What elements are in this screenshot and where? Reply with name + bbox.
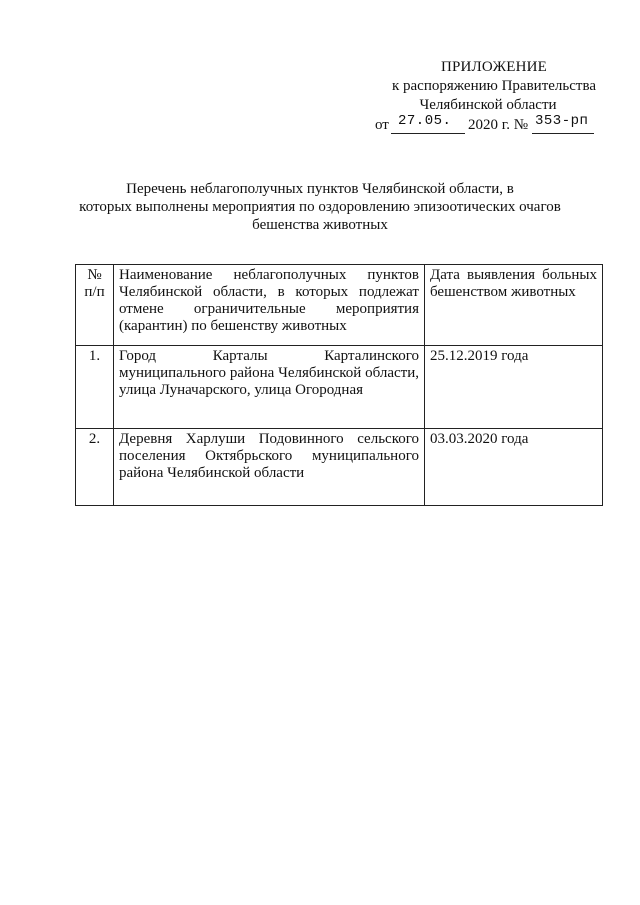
date-underline — [391, 133, 465, 134]
title-line-3: бешенства животных — [252, 217, 388, 233]
number-underline — [532, 133, 594, 134]
title-line-1: Перечень неблагополучных пунктов Челябинской области, в — [126, 181, 514, 197]
row-name: Город Карталы Карталинского муниципального района Челябинской области, улица Луначарского, улица Огородная — [114, 346, 425, 429]
row-date: 03.03.2020 года — [425, 429, 603, 506]
ref-year: 2020 г. № — [468, 117, 529, 133]
table-row — [76, 429, 603, 506]
row-date: 25.12.2019 года — [425, 346, 603, 429]
table-row — [76, 346, 603, 429]
title-line-2: которых выполнены мероприятия по оздоровлению эпизоотических очагов — [79, 199, 561, 215]
header-date: Дата выявления больных бешенством животных — [425, 265, 603, 346]
ref-date: 27.05. — [398, 113, 452, 129]
ref-number: 353-рп — [535, 113, 589, 129]
row-num: 2. — [76, 429, 114, 506]
ref-prefix: от — [375, 117, 389, 133]
locations-table — [75, 264, 603, 506]
appendix-line-1: к распоряжению Правительства — [391, 78, 596, 94]
row-name: Деревня Харлуши Подовинного сельского поселения Октябрьского муниципального района Челябинской области — [114, 429, 425, 506]
order-reference — [360, 113, 610, 136]
appendix-title: ПРИЛОЖЕНИЕ — [440, 59, 548, 75]
header-name: Наименование неблагополучных пунктов Челябинской области, в которых подлежат отмене ограничительные мероприятия (карантин) по бешенству животных — [114, 265, 425, 346]
table-header-row — [76, 265, 603, 346]
header-num: № п/п — [76, 265, 114, 346]
appendix-line-2: Челябинской области — [419, 97, 557, 113]
document-title — [60, 180, 580, 234]
row-num: 1. — [76, 346, 114, 429]
appendix-header — [360, 58, 610, 136]
